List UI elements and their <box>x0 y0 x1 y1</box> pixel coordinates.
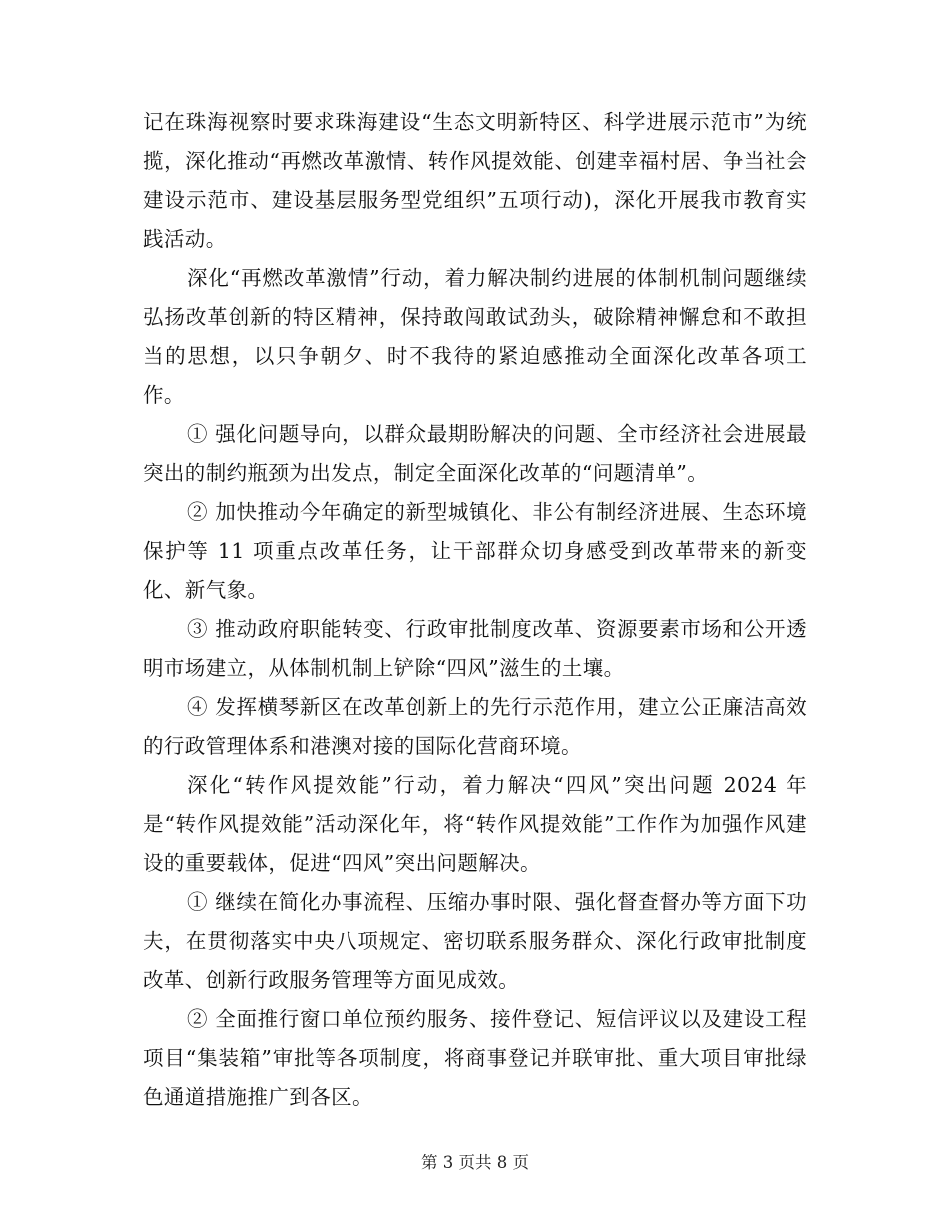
paragraph-5: ③ 推动政府职能转变、行政审批制度改革、资源要素市场和公开透明市场建立，从体制机制上铲除“四风”滋生的土壤。 <box>143 617 807 680</box>
paragraph-3: ① 强化问题导向，以群众最期盼解决的问题、全市经济社会进展最突出的制约瓶颈为出发点，制定全面深化改革的“问题清单”。 <box>143 422 807 485</box>
paragraph-1: 记在珠海视察时要求珠海建设“生态文明新特区、科学进展示范市”为统揽，深化推动“再燃改革激情、转作风提效能、创建幸福村居、争当社会建设示范市、建设基层服务型党组织”五项行动)，深化开展我市教育实践活动。 <box>143 110 807 251</box>
paragraph-6: ④ 发挥横琴新区在改革创新上的先行示范作用，建立公正廉洁高效的行政管理体系和港澳对接的国际化营商环境。 <box>143 695 807 758</box>
paragraph-9: ② 全面推行窗口单位预约服务、接件登记、短信评议以及建设工程项目“集装箱”审批等各项制度，将商事登记并联审批、重大项目审批绿色通道措施推广到各区。 <box>143 1007 807 1109</box>
paragraph-8: ① 继续在简化办事流程、压缩办事时限、强化督查督办等方面下功夫，在贯彻落实中央八项规定、密切联系服务群众、深化行政审批制度改革、创新行政服务管理等方面见成效。 <box>143 890 807 992</box>
paragraph-7: 深化“转作风提效能”行动，着力解决“四风”突出问题 2024 年是“转作风提效能”活动深化年，将“转作风提效能”工作作为加强作风建设的重要载体，促进“四风”突出问题解决。 <box>143 773 807 875</box>
paragraph-4: ② 加快推动今年确定的新型城镇化、非公有制经济进展、生态环境保护等 11 项重点改革任务，让干部群众切身感受到改革带来的新变化、新气象。 <box>143 500 807 602</box>
page-number-footer: 第 3 页共 8 页 <box>421 1153 529 1172</box>
document-body <box>143 103 807 1117</box>
paragraph-2: 深化“再燃改革激情”行动，着力解决制约进展的体制机制问题继续弘扬改革创新的特区精神，保持敢闯敢试劲头，破除精神懈怠和不敢担当的思想，以只争朝夕、时不我待的紧迫感推动全面深化改革各项工作。 <box>143 266 807 407</box>
